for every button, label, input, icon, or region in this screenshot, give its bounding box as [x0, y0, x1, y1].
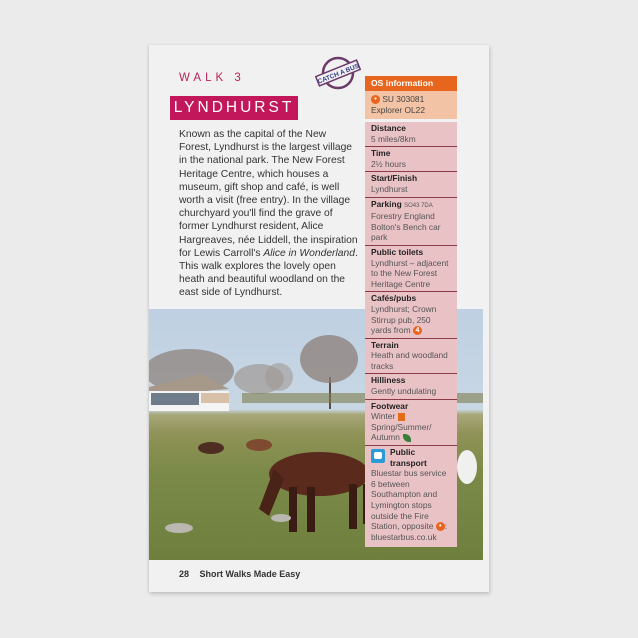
os-grid-ref: SU 303081	[382, 94, 425, 104]
info-public-transport: Public transport Bluestar bus service 6 between Southampton and Lymington stops outside the Fire Station, opposite • : bluestarbus.co.uk	[371, 447, 448, 542]
boot-icon	[398, 413, 405, 421]
info-distance: Distance 5 miles/8km	[365, 122, 457, 147]
info-list	[365, 122, 457, 547]
bus-website-link[interactable]: bluestarbus.co.uk	[371, 531, 437, 542]
walk-info-sidebar	[365, 76, 457, 547]
os-information-heading: OS information	[365, 76, 457, 91]
os-information-body	[365, 91, 457, 122]
page-footer	[179, 569, 300, 579]
book-title: Short Walks Made Easy	[199, 569, 301, 579]
info-time: Time 2½ hours	[365, 147, 457, 172]
start-marker-icon: •	[436, 522, 445, 531]
info-footwear: Footwear Winter Spring/Summer/ Autumn	[365, 400, 457, 446]
info-start-finish: Start/Finish Lyndhurst	[365, 172, 457, 197]
info-hilliness: Hilliness Gently undulating	[365, 374, 457, 399]
bus-icon	[371, 449, 385, 463]
intro-paragraph: Known as the capital of the New Forest, Lyndhurst is the largest village in the national park. The New Forest Heritage Centre, which houses a museum, gift shop and café, is well worth a visit (free entry). In the village churchyard you'll find the grave of former Lyndhurst resident, Alice Hargreaves, née Liddell, the inspiration for Lewis Carroll's Alice in Wonderland. This walk explores the lovely open heath and beautiful woodland on the east side of Lyndhurst.	[179, 129, 358, 299]
page-title: LYNDHURST	[170, 96, 298, 120]
parking-postcode: SO43 7DA	[404, 202, 433, 209]
walking-shoe-icon	[403, 434, 411, 442]
os-map: Explorer OL22	[371, 105, 425, 115]
walk-number: WALK 3	[179, 72, 245, 84]
svg-text:CATCH A BUS: CATCH A BUS	[316, 62, 361, 86]
waypoint-marker-icon: 4	[413, 326, 422, 335]
start-marker-icon: •	[371, 95, 380, 104]
info-parking: Parking SO43 7DA Forestry England Bolton's Bench car park	[365, 198, 457, 246]
page-number: 28	[179, 569, 190, 579]
catch-a-bus-logo-icon	[315, 53, 361, 93]
info-public-toilets: Public toilets Lyndhurst – adjacent to the New Forest Heritage Centre	[365, 246, 457, 292]
info-cafes-pubs: Cafés/pubs Lyndhurst; Crown Stirrup pub, 250 yards from 4	[365, 292, 457, 338]
book-page	[149, 45, 489, 592]
info-terrain: Terrain Heath and woodland tracks	[365, 339, 457, 375]
